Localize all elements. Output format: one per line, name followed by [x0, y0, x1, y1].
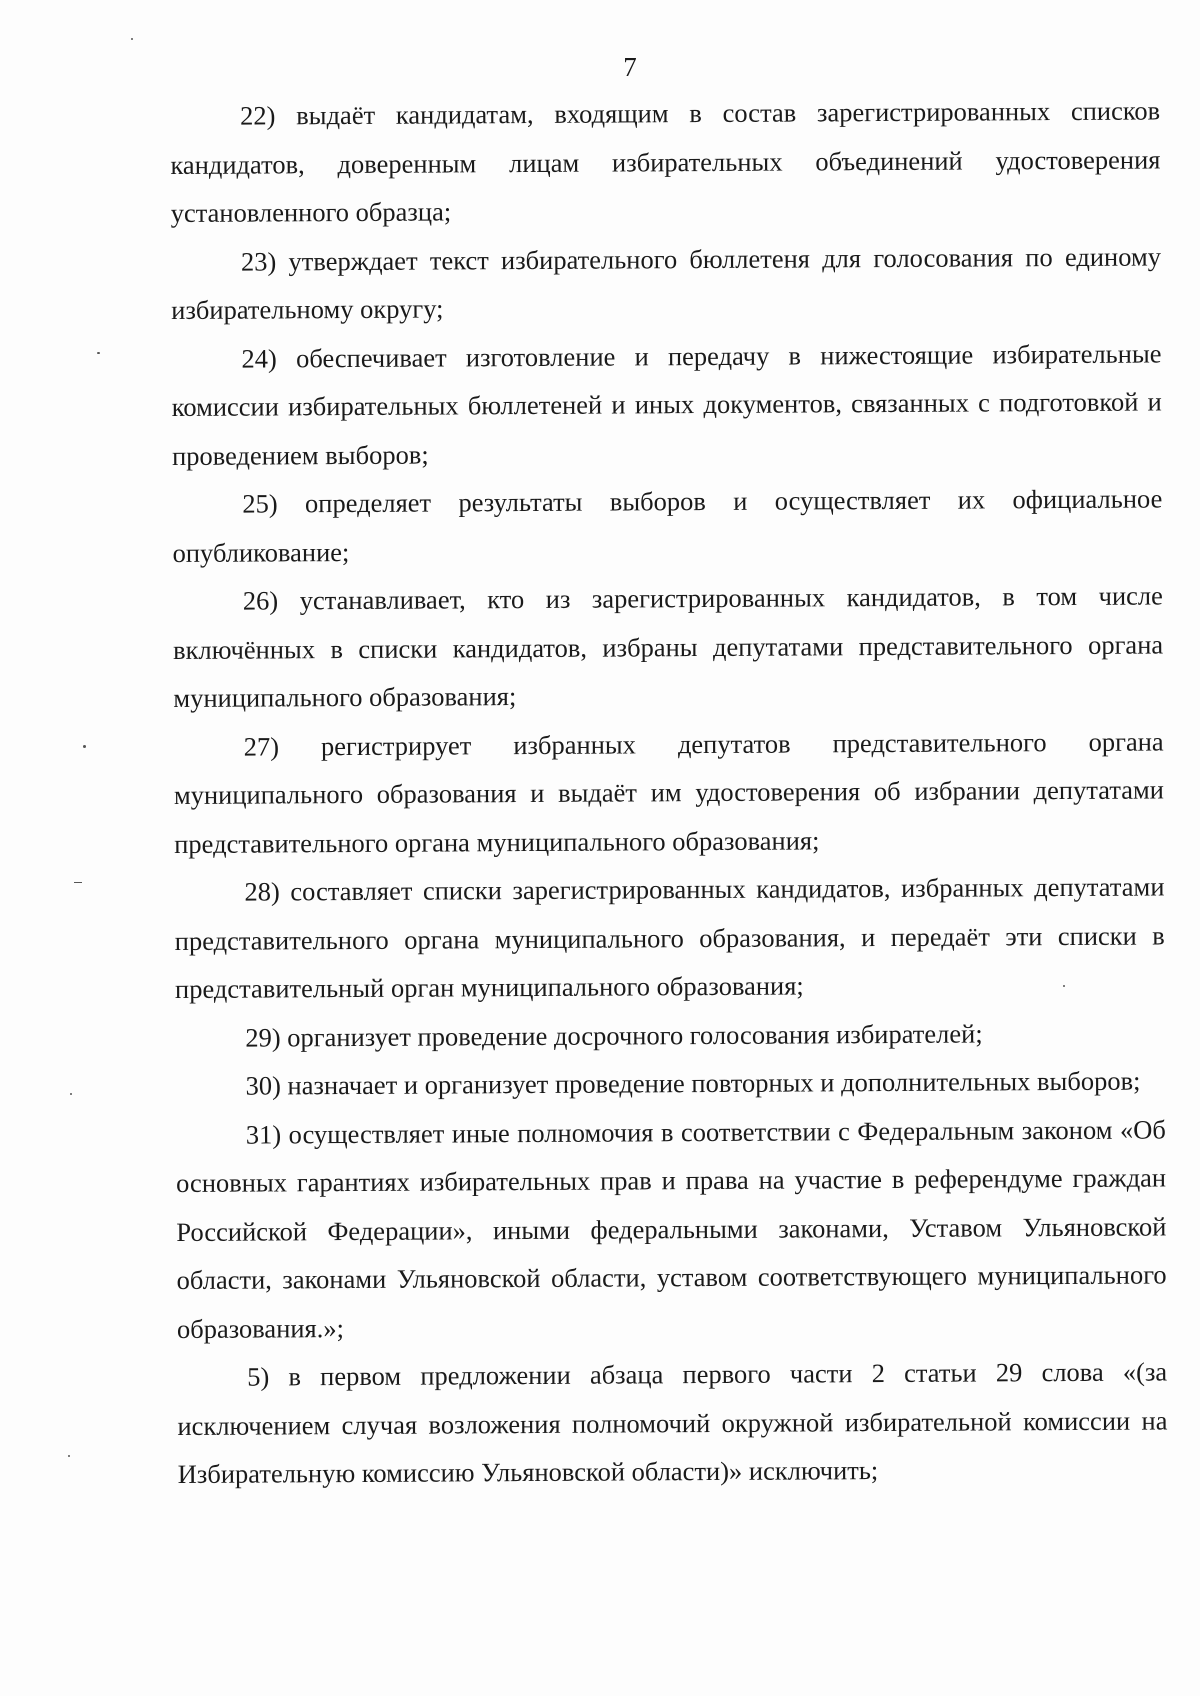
- item-text: выдаёт кандидатам, входящим в состав зарегистрированных списков кандидатов, доверенным лицам избирательных объединений удостоверения установленного образца;: [170, 95, 1161, 228]
- list-item: [170, 86, 1161, 237]
- item-number: 25): [242, 488, 278, 519]
- item-text: в первом предложении абзаца первого части 2 статьи 29 слова «(за исключением случая возложения полномочий окружной избирательной комиссии на Избирательную комиссию Ульяновской области)» исключить;: [177, 1356, 1168, 1489]
- item-number: 30): [245, 1070, 281, 1101]
- item-text: осуществляет иные полномочия в соответствии с Федеральным законом «Об основных гарантиях избирательных прав и права на участие в референдуме граждан Российской Федерации», иными федеральными законами, Уставом Ульяновской области, законами Ульяновской области, уставом соответствующего муниципального образования.»;: [176, 1113, 1167, 1344]
- item-number: 22): [240, 100, 276, 131]
- list-item: [177, 1347, 1168, 1498]
- scan-speck: [83, 745, 86, 748]
- item-text: утверждает текст избирательного бюллетеня для голосования по единому избирательному округу;: [171, 240, 1162, 325]
- list-item: [175, 1008, 1165, 1062]
- list-item: [172, 474, 1163, 577]
- scan-speck: [74, 882, 82, 883]
- item-text: определяет результаты выборов и осуществляет их официальное опубликование;: [172, 483, 1163, 568]
- item-text: регистрирует избранных депутатов представительного органа муниципального образования и выдаёт им удостоверения об избрании депутатами представительного органа муниципального образования;: [173, 725, 1164, 859]
- item-number: 23): [240, 245, 277, 277]
- list-item: [175, 1056, 1165, 1110]
- list-item: [171, 329, 1162, 480]
- scan-speck: [68, 1455, 70, 1457]
- item-number: 31): [245, 1118, 282, 1150]
- scan-speck: [1063, 985, 1065, 987]
- page-number: 7: [623, 52, 637, 82]
- item-text: устанавливает, кто из зарегистрированных кандидатов, в том числе включённых в списки кандидатов, избраны депутатами представительного органа муниципального образования;: [173, 580, 1164, 713]
- document-body: [170, 86, 1168, 1498]
- item-number: 26): [242, 585, 279, 616]
- item-text: назначает и организует проведение повторных и дополнительных выборов;: [280, 1065, 1141, 1101]
- item-number: 27): [243, 730, 280, 762]
- scan-speck: [70, 1093, 72, 1095]
- item-text: обеспечивает изготовление и передачу в нижестоящие избирательные комиссии избирательных бюллетеней и иных документов, связанных с подготовкой и проведением выборов;: [171, 337, 1162, 471]
- list-item: [176, 1105, 1167, 1353]
- list-item: [173, 571, 1164, 722]
- item-number: 5): [247, 1361, 270, 1392]
- item-number: 29): [245, 1021, 281, 1053]
- list-item: [171, 232, 1162, 335]
- list-item: [174, 862, 1165, 1013]
- scan-speck: [97, 352, 100, 354]
- item-number: 28): [244, 876, 280, 907]
- list-item: [174, 717, 1165, 868]
- item-text: организует проведение досрочного голосования избирателей;: [280, 1017, 983, 1052]
- item-text: составляет списки зарегистрированных кандидатов, избранных депутатами представительного органа муниципального образования, и передаёт эти списки в представительный орган муниципального образования;: [174, 871, 1165, 1004]
- scan-speck: [131, 38, 133, 40]
- item-number: 24): [241, 342, 277, 374]
